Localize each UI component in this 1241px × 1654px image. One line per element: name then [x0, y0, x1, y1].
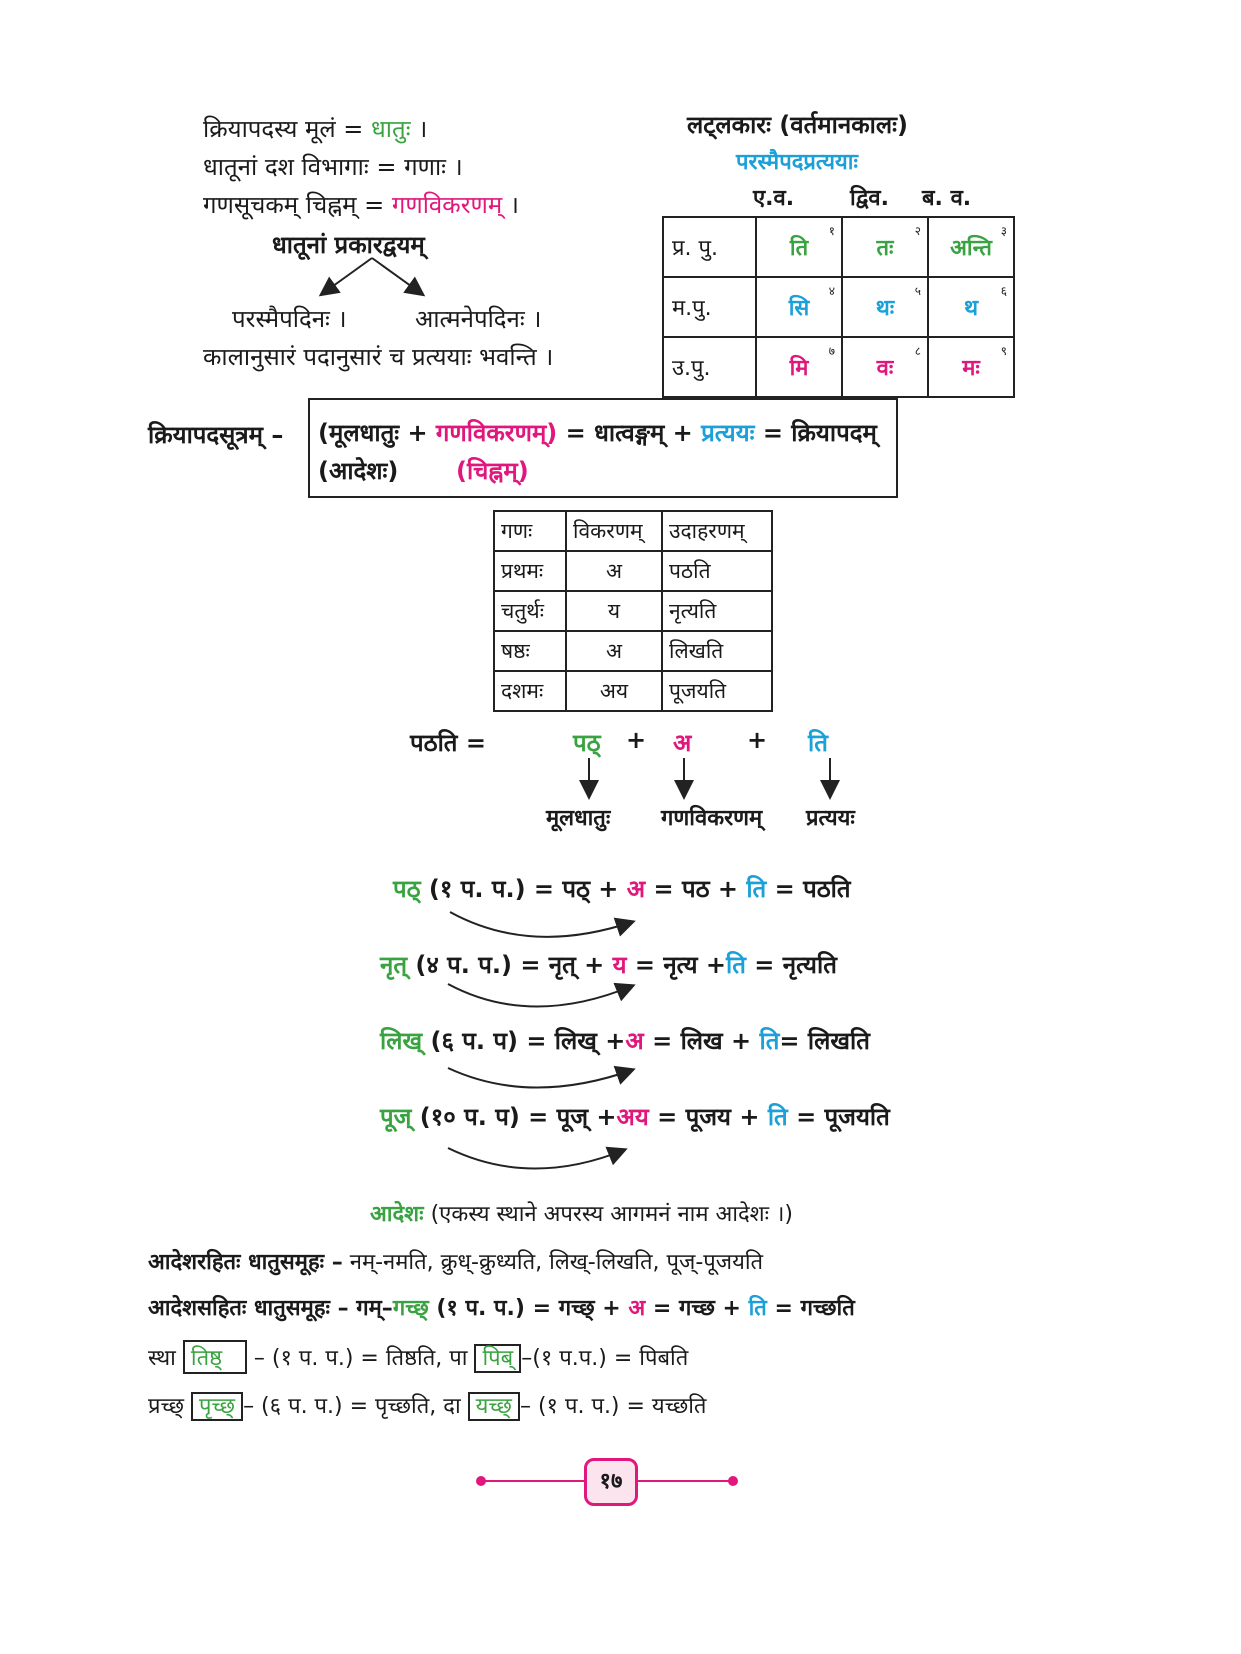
- lat-subtitle: परस्मैपदप्रत्ययाः: [736, 150, 858, 175]
- pathati-suffix: ति: [808, 729, 828, 757]
- adesh-box: पृच्छ्: [191, 1392, 243, 1421]
- derivation-line: लिख् (६ प. प) = लिख् +अ = लिख + ति= लिखति: [380, 1027, 870, 1055]
- col-header-ev: ए.व.: [753, 186, 795, 211]
- type-atmanepadi: आत्मनेपदिनः ।: [415, 305, 542, 333]
- col-header-dviv: द्विव.: [850, 186, 889, 211]
- gana-table: [493, 510, 773, 712]
- adesh-rahit: आदेशरहितः धातुसमूहः – नम्-नमति, क्रुध्-क्रुध्यति, लिख्-लिखति, पूज्-पूजयति: [148, 1250, 764, 1275]
- dhatu-term: धातुः: [371, 115, 411, 143]
- lat-cell: अन्ति ३: [928, 217, 1014, 277]
- down-arrows: [560, 756, 860, 802]
- lat-title: लट्लकारः (वर्तमानकालः): [687, 111, 908, 139]
- header-cell: उदाहरणम्: [662, 511, 772, 551]
- derivation-line: नृत् (४ प. प.) = नृत् + य = नृत्य +ति = नृत्यति: [380, 951, 837, 979]
- derivation-line: पूज् (१० प. प) = पूज् +अय = पूजय + ति = पूजयति: [380, 1103, 890, 1131]
- lat-table: [662, 216, 1015, 398]
- example-row-1: स्था तिष्ठ् – (१ प. प.) = तिष्ठति, पा पिब् –(१ प.प.) = पिबति: [148, 1340, 688, 1374]
- sutra-box: [308, 398, 898, 498]
- note-text: ।: [410, 115, 428, 143]
- sutra-adesh: (आदेशः): [318, 457, 399, 485]
- adesh-definition: आदेशः (एकस्य स्थाने अपरस्य आगमनं नाम आदेशः ।): [370, 1202, 793, 1227]
- row-label: प्र. पु.: [663, 217, 756, 277]
- table-row: [663, 277, 1014, 337]
- ganavikaranam-term: गणविकरणम्: [391, 191, 503, 219]
- note-text: क्रियापदस्य मूलं =: [203, 115, 372, 143]
- label-ganavikaranam: गणविकरणम्: [661, 806, 763, 831]
- pathati-lhs: पठति =: [410, 729, 486, 757]
- adesh-box: पिब्: [474, 1344, 521, 1373]
- type-parasmaipadi: परस्मैपदिनः ।: [232, 305, 347, 333]
- sutra-formula: (मूलधातुः + गणविकरणम्) = धात्वङ्गम् + प्रत्ययः = क्रियापदम्: [318, 419, 877, 447]
- label-muladhatu: मूलधातुः: [546, 806, 611, 831]
- adesh-box: तिष्ठ्: [183, 1340, 247, 1374]
- note-line-2: धातूनां दश विभागाः = गणाः ।: [203, 153, 463, 181]
- table-header-row: [494, 511, 772, 551]
- lat-cell: मि ७: [756, 337, 842, 397]
- plus-sign: +: [747, 726, 768, 754]
- row-label: म.पु.: [663, 277, 756, 337]
- plus-sign: +: [626, 726, 647, 754]
- note-text: गणसूचकम् चिह्नम् =: [203, 191, 392, 219]
- table-row: [663, 337, 1014, 397]
- lat-cell: वः ८: [842, 337, 928, 397]
- lat-cell: थ ६: [928, 277, 1014, 337]
- adesh-sahit: आदेशसहितः धातुसमूहः – गम्–गच्छ् (१ प. प.) = गच्छ् + अ = गच्छ + ति = गच्छति: [148, 1296, 855, 1321]
- pathati-vikaranam: अ: [673, 729, 692, 757]
- example-row-2: प्रच्छ् पृच्छ् – (६ प. प.) = पृच्छति, दा यच्छ् – (१ प. प.) = यच्छति: [148, 1394, 707, 1419]
- lat-cell: सि ४: [756, 277, 842, 337]
- derivation-line: पठ् (१ प. प.) = पठ् + अ = पठ + ति = पठति: [393, 875, 851, 903]
- lat-cell: मः ९: [928, 337, 1014, 397]
- note-text: ।: [502, 191, 519, 219]
- rule-dot: [728, 1476, 738, 1486]
- header-cell: विकरणम्: [566, 511, 662, 551]
- table-row: प्रथमः अ पठति: [494, 551, 772, 591]
- types-heading: धातूनां प्रकारद्वयम्: [272, 231, 425, 259]
- curved-arrows: [440, 900, 650, 1190]
- lat-cell: थः ५: [842, 277, 928, 337]
- label-pratyaya: प्रत्ययः: [806, 806, 855, 831]
- pathati-root: पठ्: [573, 729, 601, 757]
- rule-dot: [476, 1476, 486, 1486]
- table-row: षष्ठः अ लिखति: [494, 631, 772, 671]
- note-line-last: कालानुसारं पदानुसारं च प्रत्ययाः भवन्ति ।: [203, 343, 554, 371]
- lat-cell: तः २: [842, 217, 928, 277]
- page-number: १७: [584, 1458, 638, 1506]
- col-header-bv: ब. व.: [922, 186, 972, 211]
- sutra-chihnam: (चिह्नम्): [456, 457, 529, 485]
- header-cell: गणः: [494, 511, 566, 551]
- note-line-3: [203, 188, 519, 221]
- lat-cell: ति १: [756, 217, 842, 277]
- note-line-1: [203, 112, 427, 145]
- branch-arrows: [300, 254, 440, 302]
- sutra-label: क्रियापदसूत्रम् –: [148, 421, 284, 449]
- table-row: दशमः अय पूजयति: [494, 671, 772, 711]
- table-row: चतुर्थः य नृत्यति: [494, 591, 772, 631]
- table-row: [663, 217, 1014, 277]
- adesh-box: यच्छ्: [468, 1392, 520, 1421]
- row-label: उ.पु.: [663, 337, 756, 397]
